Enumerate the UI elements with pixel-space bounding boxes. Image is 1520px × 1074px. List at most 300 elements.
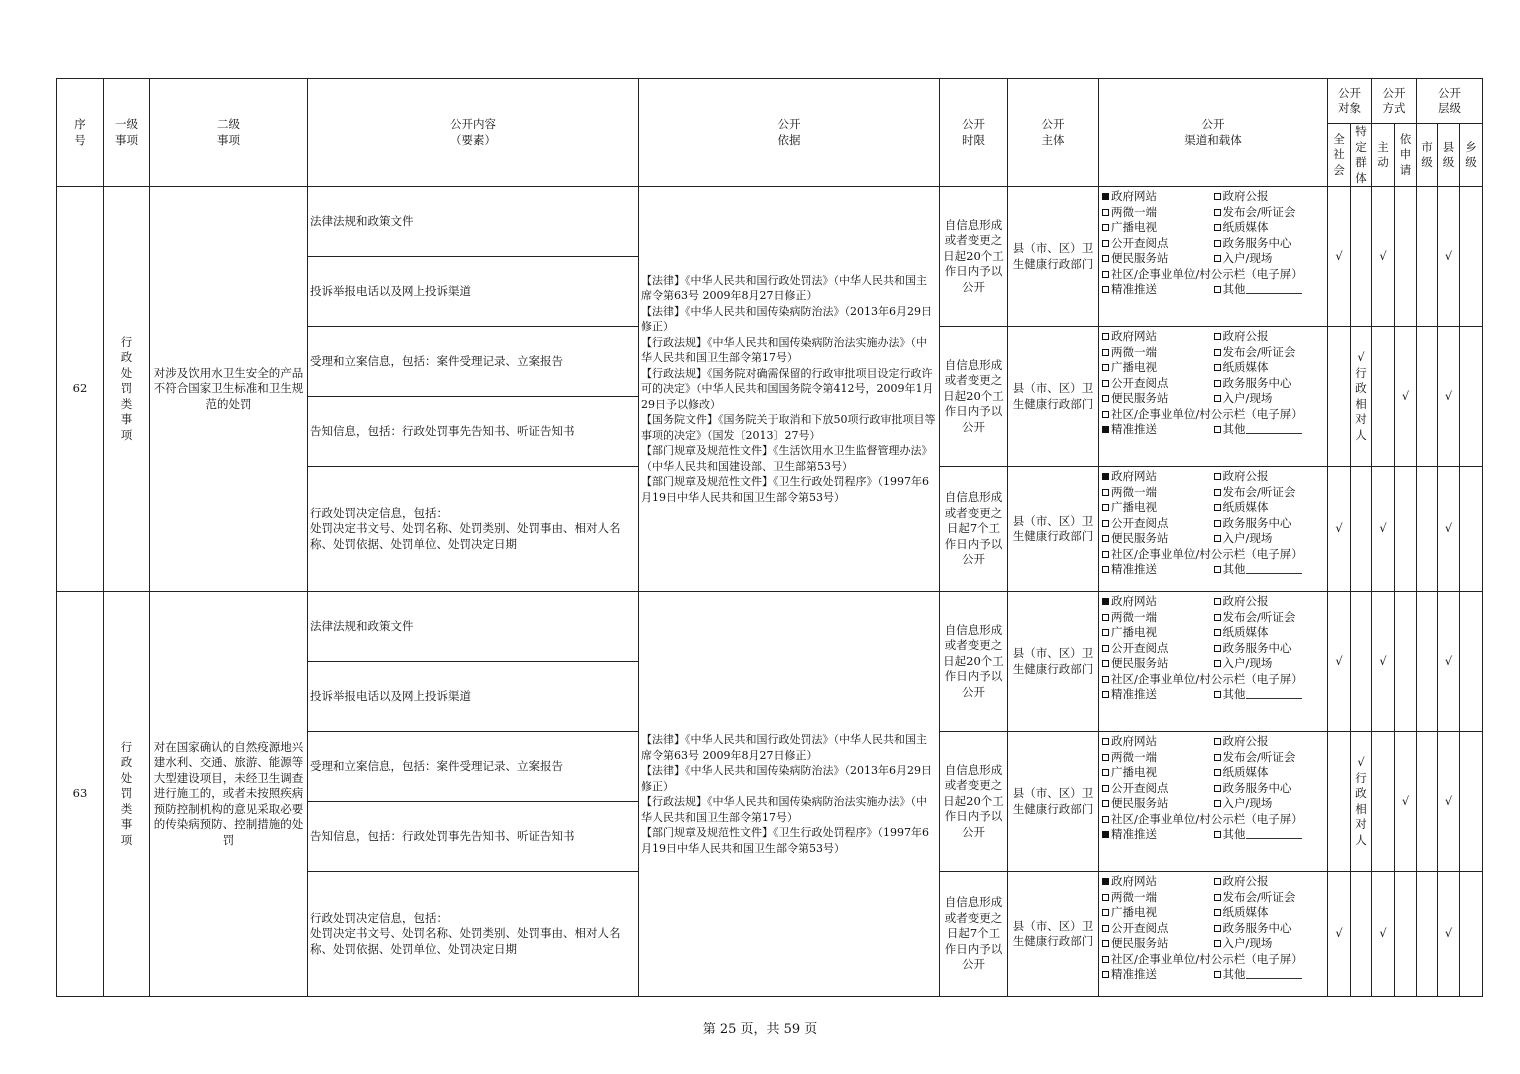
checkbox-service_station — [1102, 535, 1109, 542]
channel-weibo_wechat — [1102, 610, 1214, 626]
channel-precise_push — [1102, 562, 1214, 578]
channel-label: 政府网站 — [1111, 329, 1157, 343]
channel-precise_push — [1102, 687, 1214, 703]
channel-cell — [1099, 187, 1328, 327]
channel-tv_radio — [1102, 765, 1214, 781]
channel-other — [1214, 687, 1326, 703]
item-level1-text: 行政处罚类事项 — [120, 334, 133, 442]
channel-notice_board — [1102, 672, 1325, 688]
method-active-cell — [1372, 592, 1395, 732]
channel-reading_room — [1102, 781, 1214, 797]
timing-cell: 自信息形成或者变更之日起20个工作日内予以公开 — [940, 592, 1008, 732]
channel-label: 两微一端 — [1111, 749, 1157, 764]
method-active-cell — [1372, 187, 1395, 327]
checkbox-door_site — [1214, 255, 1221, 262]
checkbox-weibo_wechat — [1102, 754, 1109, 761]
channel-door_site — [1214, 656, 1326, 672]
header-basis: 公开 依据 — [639, 79, 940, 187]
channel-label: 政务服务中心 — [1222, 235, 1292, 250]
checkbox-print_media — [1214, 909, 1221, 916]
checkbox-service_station — [1102, 395, 1109, 402]
method-apply-cell — [1395, 872, 1417, 997]
channel-other — [1214, 282, 1326, 298]
channel-label: 纸质媒体 — [1222, 220, 1269, 234]
checkbox-gov_bulletin — [1214, 193, 1221, 200]
channel-print_media — [1214, 500, 1326, 516]
channel-label: 纸质媒体 — [1222, 500, 1269, 514]
checkbox-print_media — [1214, 769, 1221, 776]
channel-notice_board — [1102, 952, 1325, 968]
level-town-cell — [1460, 187, 1483, 327]
checkbox-tv_radio — [1102, 769, 1109, 776]
level-city-cell — [1417, 872, 1438, 997]
level-town-cell — [1460, 467, 1483, 592]
checkbox-other — [1214, 691, 1221, 698]
checkbox-precise_push — [1102, 971, 1109, 978]
header-method: 公开 方式 — [1372, 79, 1417, 124]
check-mark: √ — [1401, 793, 1410, 808]
channel-press_hearing — [1214, 345, 1326, 361]
checkbox-other — [1214, 286, 1221, 293]
channel-door_site — [1214, 391, 1326, 407]
check-mark: √ — [1444, 388, 1453, 403]
channel-label: 广播电视 — [1111, 360, 1157, 374]
channel-label: 入户/现场 — [1222, 531, 1273, 545]
specific-party-text: √ 行政相对人 — [1355, 350, 1367, 442]
target-all-cell — [1328, 732, 1351, 872]
checkbox-press_hearing — [1214, 489, 1221, 496]
channel-label: 公开查阅点 — [1111, 375, 1169, 390]
item-seq-text: 63 — [72, 786, 88, 801]
checkbox-other — [1214, 831, 1221, 838]
target-specific-cell — [1351, 467, 1372, 592]
channel-service_station — [1102, 796, 1214, 812]
checkbox-notice_board — [1102, 816, 1109, 823]
level-city-cell — [1417, 327, 1438, 467]
channel-cell — [1099, 327, 1328, 467]
item-level1 — [104, 592, 150, 997]
checkbox-weibo_wechat — [1102, 209, 1109, 216]
method-apply-cell — [1395, 732, 1417, 872]
channel-notice_board — [1102, 267, 1325, 283]
level-city-cell — [1417, 592, 1438, 732]
channel-label: 发布会/听证会 — [1222, 889, 1296, 904]
channel-label: 政府网站 — [1111, 469, 1157, 483]
channel-label: 公开查阅点 — [1111, 515, 1169, 530]
channel-label: 两微一端 — [1111, 344, 1157, 359]
checkbox-precise_push — [1102, 831, 1109, 838]
header-level-town: 乡级 — [1460, 124, 1483, 187]
checkbox-gov_site — [1102, 598, 1109, 605]
level-county-cell — [1438, 732, 1460, 872]
channel-door_site — [1214, 251, 1326, 267]
table-row — [57, 592, 1483, 662]
checkbox-gov_site — [1102, 193, 1109, 200]
channel-label: 政府网站 — [1111, 189, 1157, 203]
level-city-cell — [1417, 467, 1438, 592]
channel-label: 政府公报 — [1222, 734, 1269, 748]
channel-service_center — [1214, 236, 1326, 252]
subject-cell: 县（市、区）卫生健康行政部门 — [1008, 467, 1099, 592]
header-content: 公开内容 （要素） — [308, 79, 639, 187]
channel-label: 公开查阅点 — [1111, 920, 1169, 935]
channel-gov_bulletin — [1214, 469, 1326, 485]
specific-party-text: √ 行政相对人 — [1355, 755, 1367, 847]
channel-label: 其他 — [1222, 422, 1246, 436]
channel-other — [1214, 967, 1326, 983]
header-timing: 公开 时限 — [940, 79, 1008, 187]
method-apply-cell — [1395, 327, 1417, 467]
content-cell: 告知信息，包括：行政处罚事先告知书、听证告知书 — [308, 802, 639, 872]
timing-cell: 自信息形成或者变更之日起20个工作日内予以公开 — [940, 327, 1008, 467]
target-specific-cell — [1351, 872, 1372, 997]
method-active-cell — [1372, 732, 1395, 872]
checkbox-door_site — [1214, 535, 1221, 542]
item-seq — [57, 187, 104, 592]
channel-weibo_wechat — [1102, 205, 1214, 221]
channel-tv_radio — [1102, 360, 1214, 376]
channel-label: 发布会/听证会 — [1222, 484, 1296, 499]
channel-label: 政府网站 — [1111, 594, 1157, 608]
channel-precise_push — [1102, 827, 1214, 843]
channel-print_media — [1214, 360, 1326, 376]
checkbox-other — [1214, 566, 1221, 573]
channel-label: 其他 — [1222, 967, 1246, 981]
channel-label: 纸质媒体 — [1222, 625, 1269, 639]
channel-label: 其他 — [1222, 562, 1246, 576]
checkbox-press_hearing — [1214, 614, 1221, 621]
checkbox-reading_room — [1102, 380, 1109, 387]
channel-label: 入户/现场 — [1222, 391, 1273, 405]
level-town-cell — [1460, 592, 1483, 732]
level-city-cell — [1417, 732, 1438, 872]
checkbox-gov_bulletin — [1214, 878, 1221, 885]
check-mark: √ — [1444, 653, 1453, 668]
item-level1-text: 行政处罚类事项 — [120, 739, 133, 847]
checkbox-tv_radio — [1102, 909, 1109, 916]
checkbox-gov_site — [1102, 333, 1109, 340]
channel-service_station — [1102, 531, 1214, 547]
channel-label: 社区/企事业单位/村公示栏（电子屏） — [1111, 546, 1303, 561]
channel-label: 便民服务站 — [1111, 656, 1169, 670]
header-target-specific: 特定群体 — [1351, 124, 1372, 187]
checkbox-service_center — [1214, 240, 1221, 247]
channel-label: 纸质媒体 — [1222, 905, 1269, 919]
channel-service_center — [1214, 641, 1326, 657]
channel-gov_bulletin — [1214, 874, 1326, 890]
level-county-cell — [1438, 872, 1460, 997]
blank-underline — [1246, 968, 1302, 979]
channel-label: 精准推送 — [1111, 562, 1157, 576]
checkbox-tv_radio — [1102, 504, 1109, 511]
channel-label: 发布会/听证会 — [1222, 609, 1296, 624]
channel-label: 广播电视 — [1111, 905, 1157, 919]
method-active-cell — [1372, 872, 1395, 997]
channel-label: 广播电视 — [1111, 765, 1157, 779]
checkbox-gov_site — [1102, 473, 1109, 480]
content-cell: 投诉举报电话以及网上投诉渠道 — [308, 662, 639, 732]
checkbox-print_media — [1214, 504, 1221, 511]
checkbox-weibo_wechat — [1102, 894, 1109, 901]
channel-label: 纸质媒体 — [1222, 360, 1269, 374]
header-level2: 二级事项 — [150, 79, 308, 187]
channel-label: 纸质媒体 — [1222, 765, 1269, 779]
channel-label: 精准推送 — [1111, 687, 1157, 701]
channel-label: 便民服务站 — [1111, 391, 1169, 405]
header-level-city: 市级 — [1417, 124, 1438, 187]
channel-list — [1101, 329, 1325, 438]
content-cell: 受理和立案信息，包括：案件受理记录、立案报告 — [308, 732, 639, 802]
channel-label: 政务服务中心 — [1222, 375, 1292, 390]
method-apply-cell — [1395, 467, 1417, 592]
checkbox-door_site — [1214, 395, 1221, 402]
channel-list — [1101, 469, 1325, 578]
header-level1: 一级事项 — [104, 79, 150, 187]
channel-print_media — [1214, 625, 1326, 641]
item-level2-text: 对在国家确认的自然疫源地兴建水利、交通、旅游、能源等大型建设项目，未经卫生调查进行施工的，或者未按照疾病预防控制机构的意见采取必要的传染病预防、控制措施的处罚 — [153, 739, 304, 847]
channel-gov_site — [1102, 469, 1214, 485]
checkbox-print_media — [1214, 224, 1221, 231]
target-all-cell — [1328, 467, 1351, 592]
item-level2 — [150, 592, 308, 997]
checkbox-door_site — [1214, 800, 1221, 807]
timing-cell: 自信息形成或者变更之日起20个工作日内予以公开 — [940, 732, 1008, 872]
channel-press_hearing — [1214, 205, 1326, 221]
checkbox-print_media — [1214, 364, 1221, 371]
channel-tv_radio — [1102, 905, 1214, 921]
checkbox-service_center — [1214, 925, 1221, 932]
checkbox-reading_room — [1102, 240, 1109, 247]
channel-weibo_wechat — [1102, 750, 1214, 766]
channel-gov_site — [1102, 594, 1214, 610]
method-apply-cell — [1395, 592, 1417, 732]
item-level1 — [104, 187, 150, 592]
subject-cell: 县（市、区）卫生健康行政部门 — [1008, 327, 1099, 467]
checkbox-gov_bulletin — [1214, 598, 1221, 605]
channel-tv_radio — [1102, 625, 1214, 641]
header-row-1 — [57, 79, 1483, 124]
level-city-cell — [1417, 187, 1438, 327]
channel-label: 政务服务中心 — [1222, 640, 1292, 655]
channel-label: 政府网站 — [1111, 734, 1157, 748]
channel-reading_room — [1102, 236, 1214, 252]
level-county-cell — [1438, 467, 1460, 592]
check-mark: √ — [1335, 653, 1343, 668]
channel-door_site — [1214, 936, 1326, 952]
checkbox-gov_site — [1102, 738, 1109, 745]
channel-label: 便民服务站 — [1111, 251, 1169, 265]
channel-label: 社区/企事业单位/村公示栏（电子屏） — [1111, 671, 1303, 686]
content-cell: 投诉举报电话以及网上投诉渠道 — [308, 257, 639, 327]
checkbox-precise_push — [1102, 286, 1109, 293]
checkbox-press_hearing — [1214, 754, 1221, 761]
content-cell: 受理和立案信息，包括：案件受理记录、立案报告 — [308, 327, 639, 397]
channel-label: 便民服务站 — [1111, 531, 1169, 545]
subject-cell: 县（市、区）卫生健康行政部门 — [1008, 187, 1099, 327]
channel-service_station — [1102, 251, 1214, 267]
checkbox-notice_board — [1102, 411, 1109, 418]
check-mark: √ — [1379, 248, 1387, 263]
channel-service_center — [1214, 921, 1326, 937]
method-active-cell — [1372, 467, 1395, 592]
checkbox-press_hearing — [1214, 894, 1221, 901]
checkbox-notice_board — [1102, 551, 1109, 558]
channel-label: 政府公报 — [1222, 874, 1269, 888]
channel-label: 两微一端 — [1111, 609, 1157, 624]
checkbox-service_center — [1214, 520, 1221, 527]
level-town-cell — [1460, 872, 1483, 997]
channel-gov_bulletin — [1214, 189, 1326, 205]
checkbox-notice_board — [1102, 271, 1109, 278]
target-specific-cell — [1351, 592, 1372, 732]
channel-label: 其他 — [1222, 687, 1246, 701]
channel-weibo_wechat — [1102, 345, 1214, 361]
channel-label: 两微一端 — [1111, 204, 1157, 219]
channel-notice_board — [1102, 812, 1325, 828]
channel-label: 政府公报 — [1222, 469, 1269, 483]
check-mark: √ — [1335, 926, 1343, 941]
channel-precise_push — [1102, 422, 1214, 438]
checkbox-service_station — [1102, 255, 1109, 262]
checkbox-precise_push — [1102, 566, 1109, 573]
channel-reading_room — [1102, 921, 1214, 937]
checkbox-precise_push — [1102, 691, 1109, 698]
checkbox-weibo_wechat — [1102, 349, 1109, 356]
header-seq: 序号 — [57, 79, 104, 187]
timing-cell: 自信息形成或者变更之日起7个工作日内予以公开 — [940, 467, 1008, 592]
channel-label: 公开查阅点 — [1111, 235, 1169, 250]
channel-list — [1101, 874, 1325, 983]
item-level2-text: 对涉及饮用水卫生安全的产品不符合国家卫生标准和卫生规范的处罚 — [153, 365, 304, 411]
channel-service_station — [1102, 656, 1214, 672]
content-cell: 法律法规和政策文件 — [308, 592, 639, 662]
target-all-cell — [1328, 327, 1351, 467]
channel-label: 精准推送 — [1111, 282, 1157, 296]
header-level-county: 县级 — [1438, 124, 1460, 187]
target-all-cell — [1328, 872, 1351, 997]
channel-reading_room — [1102, 376, 1214, 392]
checkbox-precise_push — [1102, 426, 1109, 433]
channel-tv_radio — [1102, 500, 1214, 516]
channel-label: 政府网站 — [1111, 874, 1157, 888]
content-cell: 行政处罚决定信息，包括： 处罚决定书文号、处罚名称、处罚类别、处罚事由、相对人名称、处罚依据、处罚单位、处罚决定日期 — [308, 872, 639, 997]
channel-label: 政府公报 — [1222, 329, 1269, 343]
channel-label: 精准推送 — [1111, 967, 1157, 981]
header-method-apply: 依申请 — [1395, 124, 1417, 187]
channel-other — [1214, 422, 1326, 438]
content-cell: 法律法规和政策文件 — [308, 187, 639, 257]
checkbox-press_hearing — [1214, 349, 1221, 356]
checkbox-door_site — [1214, 660, 1221, 667]
header-target: 公开 对象 — [1328, 79, 1372, 124]
check-mark: √ — [1401, 388, 1410, 403]
channel-label: 发布会/听证会 — [1222, 749, 1296, 764]
checkbox-other — [1214, 426, 1221, 433]
subject-cell: 县（市、区）卫生健康行政部门 — [1008, 592, 1099, 732]
channel-precise_push — [1102, 282, 1214, 298]
channel-label: 政务服务中心 — [1222, 920, 1292, 935]
channel-label: 公开查阅点 — [1111, 780, 1169, 795]
target-all-cell — [1328, 592, 1351, 732]
checkbox-door_site — [1214, 940, 1221, 947]
channel-print_media — [1214, 765, 1326, 781]
check-mark: √ — [1379, 653, 1387, 668]
channel-label: 广播电视 — [1111, 625, 1157, 639]
checkbox-service_station — [1102, 800, 1109, 807]
blank-underline — [1246, 828, 1302, 839]
level-county-cell — [1438, 327, 1460, 467]
channel-reading_room — [1102, 641, 1214, 657]
timing-cell: 自信息形成或者变更之日起7个工作日内予以公开 — [940, 872, 1008, 997]
checkbox-other — [1214, 971, 1221, 978]
method-apply-cell — [1395, 187, 1417, 327]
channel-reading_room — [1102, 516, 1214, 532]
item-seq-text: 62 — [72, 381, 88, 396]
level-county-cell — [1438, 187, 1460, 327]
channel-print_media — [1214, 905, 1326, 921]
disclosure-table — [56, 78, 1483, 997]
channel-label: 发布会/听证会 — [1222, 204, 1296, 219]
channel-print_media — [1214, 220, 1326, 236]
channel-label: 入户/现场 — [1222, 251, 1273, 265]
page-footer: 第 25 页，共 59 页 — [702, 1022, 818, 1037]
channel-tv_radio — [1102, 220, 1214, 236]
channel-gov_site — [1102, 734, 1214, 750]
check-mark: √ — [1444, 793, 1453, 808]
blank-underline — [1246, 423, 1302, 434]
target-specific-cell — [1351, 327, 1372, 467]
checkbox-notice_board — [1102, 956, 1109, 963]
checkbox-reading_room — [1102, 520, 1109, 527]
checkbox-gov_site — [1102, 878, 1109, 885]
checkbox-tv_radio — [1102, 629, 1109, 636]
checkbox-reading_room — [1102, 645, 1109, 652]
channel-label: 便民服务站 — [1111, 936, 1169, 950]
channel-label: 入户/现场 — [1222, 656, 1273, 670]
item-level2 — [150, 187, 308, 592]
channel-label: 社区/企事业单位/村公示栏（电子屏） — [1111, 266, 1303, 281]
channel-label: 两微一端 — [1111, 889, 1157, 904]
check-mark: √ — [1444, 926, 1453, 941]
channel-cell — [1099, 732, 1328, 872]
channel-service_center — [1214, 781, 1326, 797]
checkbox-reading_room — [1102, 925, 1109, 932]
checkbox-weibo_wechat — [1102, 614, 1109, 621]
channel-gov_bulletin — [1214, 594, 1326, 610]
checkbox-weibo_wechat — [1102, 489, 1109, 496]
channel-label: 广播电视 — [1111, 220, 1157, 234]
subject-cell: 县（市、区）卫生健康行政部门 — [1008, 732, 1099, 872]
checkbox-notice_board — [1102, 676, 1109, 683]
header-channel: 公开 渠道和载体 — [1099, 79, 1328, 187]
check-mark: √ — [1444, 521, 1453, 536]
checkbox-tv_radio — [1102, 364, 1109, 371]
channel-list — [1101, 189, 1325, 298]
channel-door_site — [1214, 796, 1326, 812]
channel-door_site — [1214, 531, 1326, 547]
channel-press_hearing — [1214, 750, 1326, 766]
channel-label: 社区/企事业单位/村公示栏（电子屏） — [1111, 951, 1303, 966]
checkbox-service_center — [1214, 645, 1221, 652]
channel-gov_bulletin — [1214, 734, 1326, 750]
header-subject: 公开 主体 — [1008, 79, 1099, 187]
channel-label: 政务服务中心 — [1222, 515, 1292, 530]
channel-label: 入户/现场 — [1222, 936, 1273, 950]
channel-service_station — [1102, 936, 1214, 952]
checkbox-service_center — [1214, 380, 1221, 387]
checkbox-service_station — [1102, 660, 1109, 667]
checkbox-print_media — [1214, 629, 1221, 636]
